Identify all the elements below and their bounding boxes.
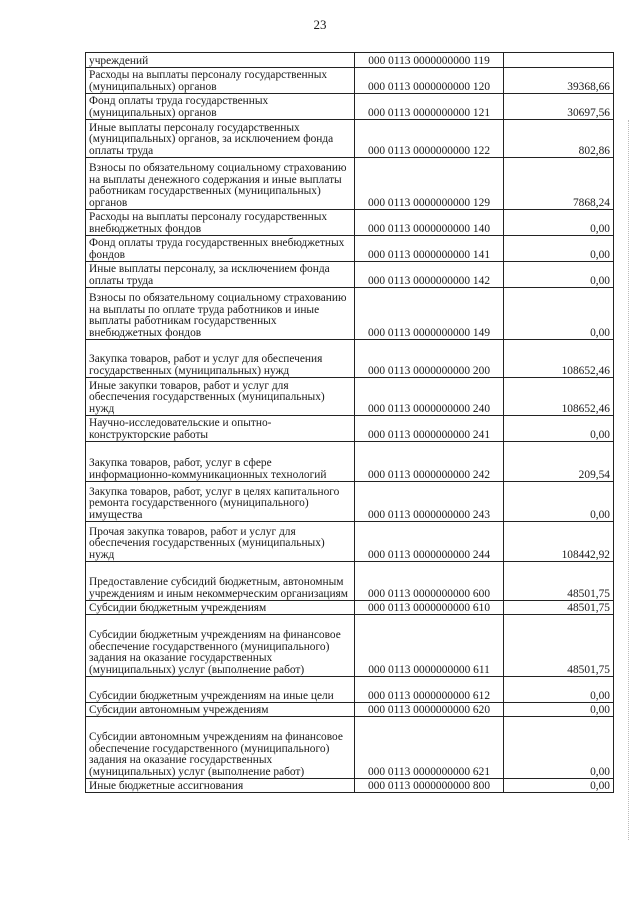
row-code-cell: 000 0113 0000000000 610 — [355, 601, 504, 615]
row-name-cell: Взносы по обязательному социальному страхованию на выплаты денежного содержания и иные выплаты работникам государственных (муниципальных) органов — [86, 158, 355, 210]
row-amount-cell: 0,00 — [504, 482, 614, 522]
row-amount-cell: 108652,46 — [504, 378, 614, 416]
table-row — [86, 340, 614, 378]
row-name-cell: Субсидии бюджетным учреждениям — [86, 601, 355, 615]
row-code-cell: 000 0113 0000000000 241 — [355, 416, 504, 442]
row-name-cell: Расходы на выплаты персоналу государственных внебюджетных фондов — [86, 210, 355, 236]
row-name-cell: Предоставление субсидий бюджетным, автономным учреждениям и иным некоммерческим организациям — [86, 562, 355, 601]
table-row — [86, 522, 614, 562]
row-code-cell: 000 0113 0000000000 244 — [355, 522, 504, 562]
row-amount-cell: 0,00 — [504, 703, 614, 717]
row-name-cell: Прочая закупка товаров, работ и услуг для обеспечения государственных (муниципальных) нужд — [86, 522, 355, 562]
row-code-cell: 000 0113 0000000000 243 — [355, 482, 504, 522]
row-amount-cell: 30697,56 — [504, 94, 614, 120]
row-code-cell: 000 0113 0000000000 140 — [355, 210, 504, 236]
row-code-cell: 000 0113 0000000000 141 — [355, 236, 504, 262]
row-name-cell: Фонд оплаты труда государственных внебюджетных фондов — [86, 236, 355, 262]
row-code-cell: 000 0113 0000000000 122 — [355, 120, 504, 158]
table-row — [86, 68, 614, 94]
budget-table — [85, 52, 614, 793]
page-number: 23 — [313, 17, 327, 32]
table-row — [86, 677, 614, 703]
table-row — [86, 378, 614, 416]
row-amount-cell: 0,00 — [504, 779, 614, 793]
table-row — [86, 442, 614, 482]
table-row — [86, 601, 614, 615]
row-name-cell: Расходы на выплаты персоналу государственных (муниципальных) органов — [86, 68, 355, 94]
table-row — [86, 210, 614, 236]
row-amount-cell — [504, 53, 614, 68]
row-name-cell: Субсидии бюджетным учреждениям на финансовое обеспечение государственного (муниципального) задания на оказание государственных (муниципальных) услуг (выполнение работ) — [86, 615, 355, 677]
row-amount-cell: 802,86 — [504, 120, 614, 158]
row-name-cell: Взносы по обязательному социальному страхованию на выплаты по оплате труда работников и иные выплаты работникам государственных внебюджетных фондов — [86, 288, 355, 340]
row-amount-cell: 0,00 — [504, 677, 614, 703]
row-code-cell: 000 0113 0000000000 240 — [355, 378, 504, 416]
row-code-cell: 000 0113 0000000000 149 — [355, 288, 504, 340]
row-code-cell: 000 0113 0000000000 621 — [355, 717, 504, 779]
table-row — [86, 703, 614, 717]
table-row — [86, 120, 614, 158]
row-name-cell: Субсидии автономным учреждениям на финансовое обеспечение государственного (муниципального) задания на оказание государственных (муниципальных) услуг (выполнение работ) — [86, 717, 355, 779]
table-row — [86, 717, 614, 779]
table-row — [86, 482, 614, 522]
row-code-cell: 000 0113 0000000000 611 — [355, 615, 504, 677]
row-name-cell: Иные выплаты персоналу, за исключением фонда оплаты труда — [86, 262, 355, 288]
row-name-cell: Закупка товаров, работ, услуг в целях капитального ремонта государственного (муниципального) имущества — [86, 482, 355, 522]
row-code-cell: 000 0113 0000000000 200 — [355, 340, 504, 378]
row-name-cell: учреждений — [86, 53, 355, 68]
row-code-cell: 000 0113 0000000000 121 — [355, 94, 504, 120]
row-amount-cell: 48501,75 — [504, 615, 614, 677]
scan-edge-mark — [628, 120, 630, 840]
table-row — [86, 615, 614, 677]
table-row — [86, 94, 614, 120]
table-row — [86, 288, 614, 340]
row-amount-cell: 0,00 — [504, 236, 614, 262]
row-name-cell: Закупка товаров, работ и услуг для обеспечения государственных (муниципальных) нужд — [86, 340, 355, 378]
row-amount-cell: 39368,66 — [504, 68, 614, 94]
table-row — [86, 158, 614, 210]
row-amount-cell: 0,00 — [504, 288, 614, 340]
row-amount-cell: 108652,46 — [504, 340, 614, 378]
row-amount-cell: 0,00 — [504, 210, 614, 236]
row-amount-cell: 108442,92 — [504, 522, 614, 562]
row-name-cell: Иные бюджетные ассигнования — [86, 779, 355, 793]
row-amount-cell: 7868,24 — [504, 158, 614, 210]
row-name-cell: Закупка товаров, работ, услуг в сфере информационно-коммуникационных технологий — [86, 442, 355, 482]
table-row — [86, 53, 614, 68]
row-amount-cell: 48501,75 — [504, 562, 614, 601]
row-code-cell: 000 0113 0000000000 242 — [355, 442, 504, 482]
row-name-cell: Научно-исследовательские и опытно-конструкторские работы — [86, 416, 355, 442]
table-row — [86, 779, 614, 793]
row-name-cell: Иные закупки товаров, работ и услуг для обеспечения государственных (муниципальных) нужд — [86, 378, 355, 416]
row-amount-cell: 48501,75 — [504, 601, 614, 615]
row-name-cell: Фонд оплаты труда государственных (муниципальных) органов — [86, 94, 355, 120]
row-code-cell: 000 0113 0000000000 129 — [355, 158, 504, 210]
row-code-cell: 000 0113 0000000000 142 — [355, 262, 504, 288]
row-amount-cell: 0,00 — [504, 416, 614, 442]
row-name-cell: Субсидии автономным учреждениям — [86, 703, 355, 717]
row-name-cell: Иные выплаты персоналу государственных (муниципальных) органов, за исключением фонда оплаты труда — [86, 120, 355, 158]
row-code-cell: 000 0113 0000000000 620 — [355, 703, 504, 717]
table-row — [86, 262, 614, 288]
row-code-cell: 000 0113 0000000000 600 — [355, 562, 504, 601]
row-code-cell: 000 0113 0000000000 612 — [355, 677, 504, 703]
row-amount-cell: 209,54 — [504, 442, 614, 482]
table-row — [86, 236, 614, 262]
row-code-cell: 000 0113 0000000000 800 — [355, 779, 504, 793]
table-row — [86, 416, 614, 442]
row-name-cell: Субсидии бюджетным учреждениям на иные цели — [86, 677, 355, 703]
row-code-cell: 000 0113 0000000000 120 — [355, 68, 504, 94]
row-amount-cell: 0,00 — [504, 262, 614, 288]
table-row — [86, 562, 614, 601]
row-amount-cell: 0,00 — [504, 717, 614, 779]
row-code-cell: 000 0113 0000000000 119 — [355, 53, 504, 68]
budget-table-body — [86, 53, 614, 793]
